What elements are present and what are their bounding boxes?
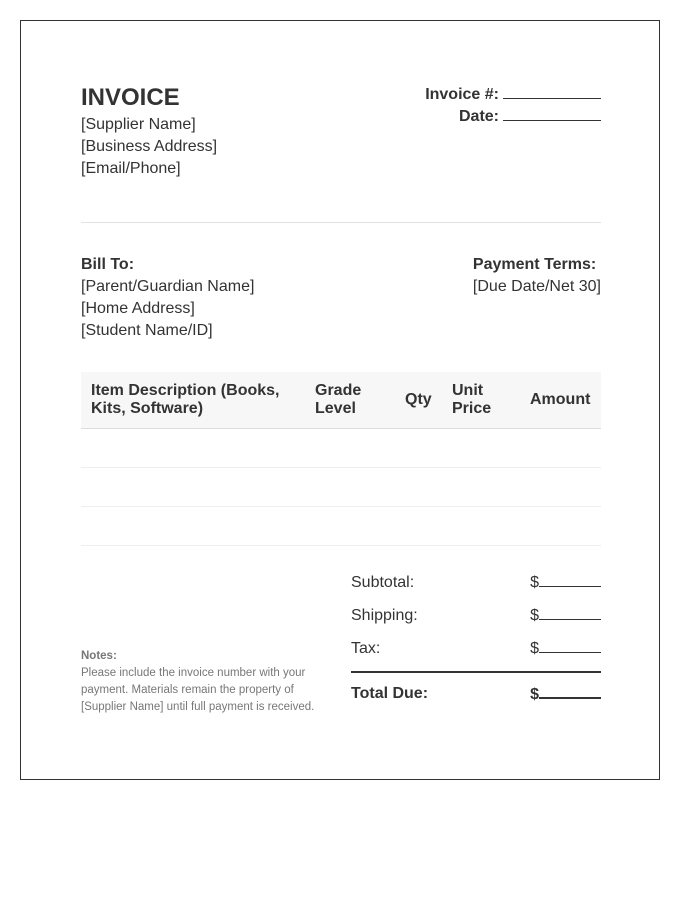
payment-terms-label: Payment Terms: [472,256,597,273]
table-cell[interactable] [81,507,305,546]
date-field[interactable] [503,106,601,121]
shipping-label: Shipping: [351,607,418,624]
currency-symbol: $ [530,640,539,657]
tax-row [351,638,601,671]
column-header-amount: Amount [520,372,601,429]
table-cell[interactable] [305,468,395,507]
total-due-value [530,683,601,706]
table-cell[interactable] [520,429,601,468]
table-cell[interactable] [520,507,601,546]
table-cell[interactable] [395,468,442,507]
currency-symbol: $ [530,574,539,591]
currency-symbol: $ [530,686,539,703]
table-row [81,507,601,546]
tax-field[interactable] [539,638,601,653]
shipping-row [351,605,601,638]
email-phone: [Email/Phone] [81,160,181,177]
subtotal-field[interactable] [539,572,601,587]
items-table [81,372,601,546]
currency-symbol: $ [530,607,539,624]
notes-label: Notes: [81,650,117,662]
date-row [425,106,601,128]
parent-guardian-name: [Parent/Guardian Name] [81,278,255,295]
student-name-id: [Student Name/ID] [81,322,213,339]
invoice-number-row [425,84,601,106]
table-cell[interactable] [305,507,395,546]
invoice-page [20,20,660,780]
column-header-description: Item Description (Books, Kits, Software) [81,372,305,429]
header-divider [81,222,601,223]
payment-terms-block [473,254,601,298]
notes-text: Please include the invoice number with your payment. Materials remain the property of [Supplier Name] until full payment is received. [81,667,315,713]
totals-divider [351,671,601,673]
column-header-qty: Qty [395,372,442,429]
subtotal-value [530,572,601,594]
bill-to-label: Bill To: [81,256,135,273]
total-due-row [351,683,601,713]
shipping-value [530,605,601,627]
bill-to-block [81,254,254,342]
subtotal-label: Subtotal: [351,574,415,591]
table-cell[interactable] [520,468,601,507]
table-cell[interactable] [395,429,442,468]
shipping-field[interactable] [539,605,601,620]
table-row [81,468,601,507]
table-cell[interactable] [81,429,305,468]
invoice-number-label: Invoice #: [425,86,499,103]
invoice-header [81,84,601,204]
table-cell[interactable] [305,429,395,468]
column-header-grade-level: Grade Level [305,372,395,429]
tax-label: Tax: [351,640,381,657]
home-address: [Home Address] [81,300,195,317]
payment-terms-value: [Due Date/Net 30] [472,278,601,295]
supplier-name: [Supplier Name] [81,116,196,133]
table-cell[interactable] [442,429,520,468]
invoice-content [81,84,601,713]
total-due-field[interactable] [539,683,601,699]
business-address: [Business Address] [81,138,218,155]
tax-value [530,638,601,660]
date-label: Date: [458,108,499,125]
totals-block [351,572,601,713]
notes-block [81,648,331,716]
invoice-number-field[interactable] [503,84,601,99]
table-header-row [81,372,601,429]
table-cell[interactable] [442,468,520,507]
invoice-title: INVOICE [81,84,180,111]
invoice-meta [425,84,601,128]
total-due-label: Total Due: [351,685,429,702]
table-cell[interactable] [442,507,520,546]
billing-section [81,254,601,344]
column-header-unit-price: Unit Price [442,372,520,429]
table-row [81,429,601,468]
table-cell[interactable] [395,507,442,546]
subtotal-row [351,572,601,605]
table-cell[interactable] [81,468,305,507]
